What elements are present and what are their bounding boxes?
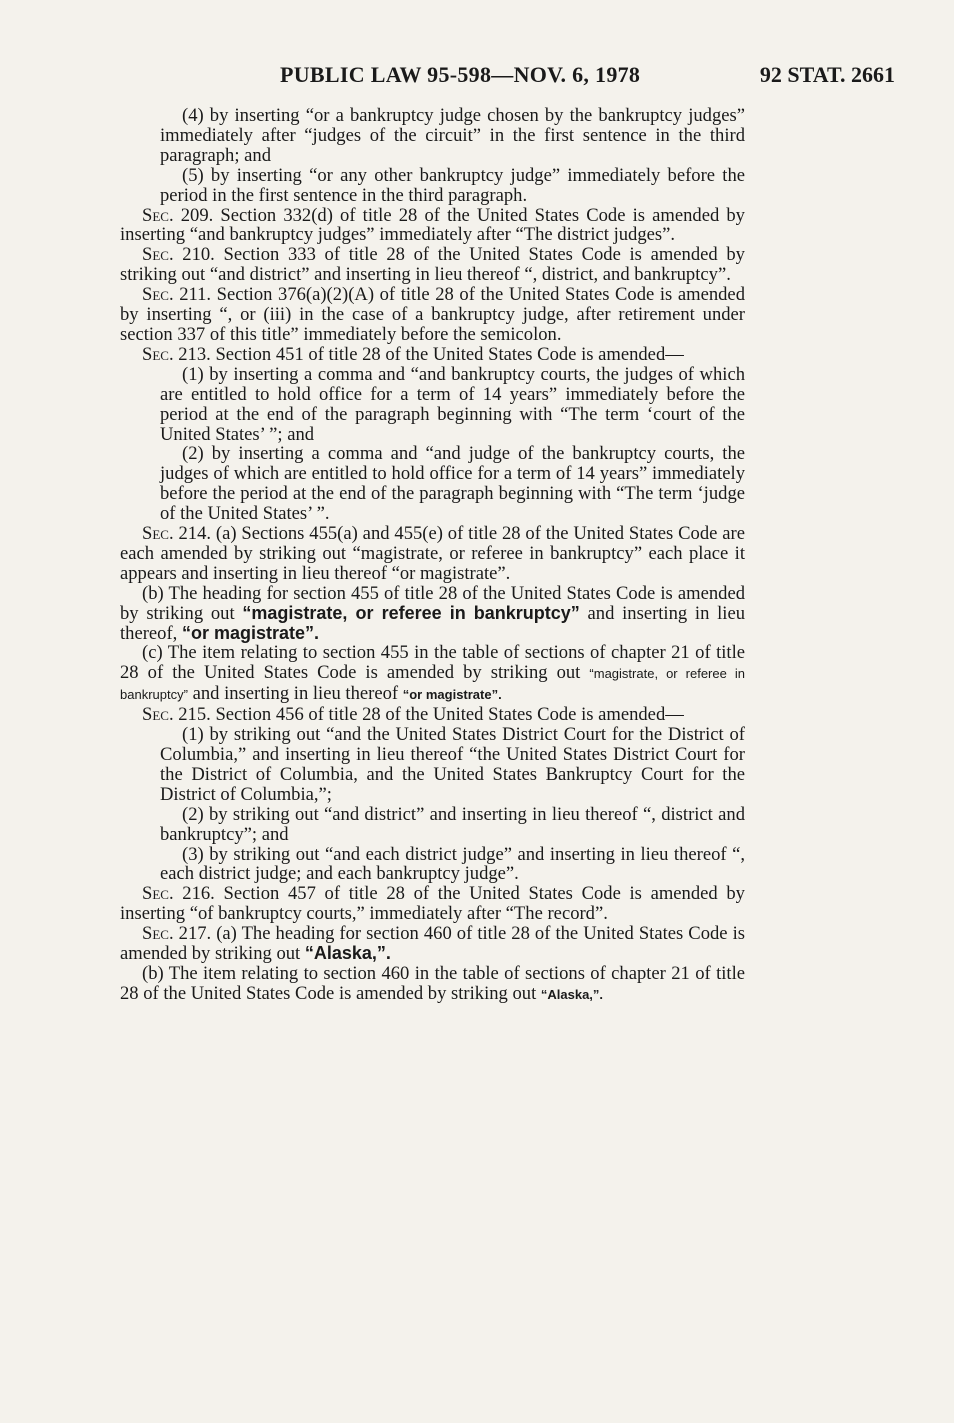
section-215-item-1: (1) by striking out “and the United States District Court for the District of Columbia,” and inserting in lieu thereof “the United States District Court for the District of Columbia, and the United States Bankruptcy Court for the District of Columbia,”; [160,724,745,805]
section-213-item-2: (2) by inserting a comma and “and judge of the bankruptcy courts, the judges of which are entitled to hold office for a term of 14 years” immediately before the period at the end of the paragraph beginning with “The term ‘judge of the United States’ ”. [160,443,745,525]
bold-heading-text: “or magistrate”. [181,622,319,643]
section-text: Section 332(d) of title 28 of the United States Code is amended by inserting “and bankruptcy judges” immediately after “The district judges”. [120,204,745,246]
section-217a [120,924,745,964]
page-header [120,62,895,92]
section-text: (a) Sections 455(a) and 455(e) of title 28 of the United States Code are each amended by striking out “magistrate, or referee in bankruptcy” each place it appears and inserting in lieu thereof “or magistrate”. [120,523,745,584]
section-214a [120,524,745,584]
section-215-item-2: (2) by striking out “and district” and inserting in lieu thereof “, district and bankruptcy”; and [160,803,745,845]
section-text: (a) The heading for section 460 of title 28 of the United States Code is amended by striking out [120,923,745,965]
section-label: Sec. 214. [142,523,212,545]
section-text: (c) The item relating to section 455 in the table of sections of chapter 21 of title 28 of the United States Code is amended by striking out [120,642,745,684]
bold-heading-text: “Alaska,”. [304,943,391,964]
section-209 [120,206,745,246]
section-text: and inserting in lieu thereof, [120,602,745,644]
paragraph-5: (5) by inserting “or any other bankruptcy judge” immediately before the period in the first sentence in the third paragraph. [160,164,745,206]
section-text: (b) The item relating to section 460 in the table of sections of chapter 21 of title 28 of the United States Code is amended by striking out [120,962,745,1004]
table-item-text: “or magistrate”. [402,687,502,703]
section-216 [120,884,745,924]
section-210 [120,245,745,285]
section-label: Sec. 209. [142,204,214,226]
section-text: and inserting in lieu thereof [187,683,403,705]
paragraph-4: (4) by inserting “or a bankruptcy judge chosen by the bankruptcy judges” immediately after “judges of the circuit” in the first sentence in the third paragraph; and [160,105,745,166]
section-label: Sec. 213. [142,343,211,365]
section-214b [120,584,745,644]
bold-heading-text: “magistrate, or referee in bankruptcy” [242,602,580,623]
section-211 [120,285,745,345]
section-label: Sec. 210. [142,244,215,266]
section-215 [120,705,745,725]
section-text: Section 451 of title 28 of the United States Code is amended— [215,343,684,365]
section-label: Sec. 216. [142,883,215,905]
statute-text [120,106,745,1005]
section-text: Section 376(a)(2)(A) of title 28 of the United States Code is amended by inserting “, or (iii) in the case of a bankruptcy judge, after retirement under section 337 of this title” immediately before the semicolon. [120,284,745,345]
statute-page-number: 92 STAT. 2661 [759,62,895,87]
section-label: Sec. 211. [142,284,212,306]
section-label: Sec. 215. [142,704,211,726]
section-label: Sec. 217. [142,923,212,945]
section-text: Section 456 of title 28 of the United States Code is amended— [215,704,684,726]
section-text: Section 457 of title 28 of the United States Code is amended by inserting “of bankruptcy courts,” immediately after “The record”. [120,883,745,925]
section-217b [120,964,745,1005]
section-215-item-3: (3) by striking out “and each district judge” and inserting in lieu thereof “, each district judge; and each bankruptcy judge”. [160,843,745,885]
section-text: (b) The heading for section 455 of title 28 of the United States Code is amended by striking out [120,582,745,624]
section-213 [120,345,745,365]
table-item-text: “Alaska,”. [540,986,604,1002]
public-law-heading: PUBLIC LAW 95-598—NOV. 6, 1978 [280,62,641,87]
table-item-text: “magistrate, or referee in bankruptcy” [120,666,745,703]
section-213-item-1: (1) by inserting a comma and “and bankruptcy courts, the judges of which are entitled to hold office for a term of 14 years” immediately before the period at the end of the paragraph beginning with “The term ‘court of the United States’ ”; and [160,363,745,445]
section-text: Section 333 of title 28 of the United States Code is amended by striking out “and district” and inserting in lieu thereof “, district, and bankruptcy”. [120,244,745,286]
section-214c [120,643,745,705]
